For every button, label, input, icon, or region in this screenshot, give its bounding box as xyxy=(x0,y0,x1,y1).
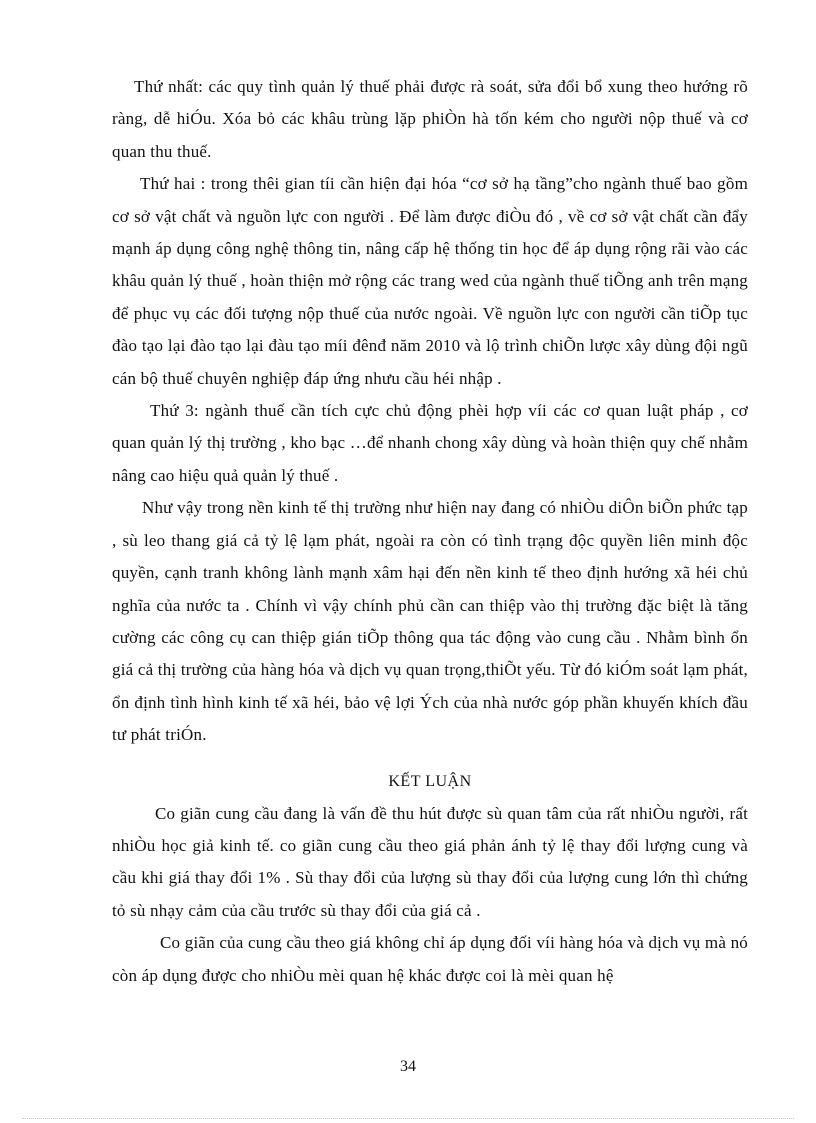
conclusion-heading: KẾT LUẬN xyxy=(388,772,472,790)
paragraph-summary: Như vậy trong nền kinh tế thị trường như hiện nay đang có nhiÒu diÔn biÕn phức tạp , sù leo thang giá cả tỷ lệ lạm phát, ngoài ra còn có tình trạng độc quyền liên minh độc quyền, cạnh tranh không lành mạnh xâm hại đến nền kinh tế theo định hướng xã héi chủ nghĩa của nước ta . Chính vì vậy chính phủ cần can thiệp vào thị trường đặc biệt là tăng cường các công cụ can thiệp gián tiÕp thông qua tác động vào cung cầu . Nhằm bình ổn giá cả thị trường của hàng hóa và dịch vụ quan trọng,thiÕt yếu. Từ đó kiÓm soát lạm phát, ổn định tình hình kinh tế xã héi, bảo vệ lợi Ých của nhà nước góp phần khuyến khích đầu tư phát triÓn. xyxy=(112,498,748,745)
paragraph-first-solution: Thứ nhất: các quy tình quản lý thuế phải được rà soát, sửa đổi bổ xung theo hướng rõ ràng, dễ hiÓu. Xóa bỏ các khâu trùng lặp phiÒn hà tốn kém cho người nộp thuế và cơ quan thu thuế. xyxy=(112,77,748,161)
conclusion-paragraph-1: Co giãn cung cầu đang là vấn đề thu hút được sù quan tâm của rất nhiÒu người, rất nhiÒu học giả kinh tế. co giãn cung cầu theo giá phản ánh tỷ lệ thay đổi lượng cung và cầu khi giá thay đổi 1% . Sù thay đổi của lượng sù thay đổi của lượng cung lớn thì chứng tỏ sù nhạy cảm của cầu trước sù thay đổi của giá cả . xyxy=(112,803,748,920)
paragraph-second-solution: Thứ hai : trong thêi gian tíi cần hiện đại hóa “cơ sở hạ tầng”cho ngành thuế bao gồm cơ sở vật chất và nguồn lực con người . Để làm được điÒu đó , về cơ sở vật chất cần đẩy mạnh áp dụng công nghệ thông tin, nâng cấp hệ thống tin học để áp dụng rộng rãi vào các khâu quản lý thuế , hoàn thiện mở rộng các trang wed của ngành thuế tiÕng anh trên mạng để phục vụ các đối tượng nộp thuế của nước ngoài. Về nguồn lực con người cần tiÕp tục đào tạo lại đào tạo lại đàu tạo míi đênđ năm 2010 và lộ trình chiÕn lược xây dùng đội ngũ cán bộ thuế chuyên nghiệp đáp ứng nhưu cầu héi nhập . xyxy=(112,174,748,388)
body-text xyxy=(112,71,748,992)
conclusion-paragraph-2: Co giãn của cung cầu theo giá không chỉ áp dụng đối víi hàng hóa và dịch vụ mà nó còn áp dụng được cho nhiÒu mèi quan hệ khác được coi là mèi quan hệ xyxy=(112,933,748,985)
paragraph-third-solution: Thứ 3: ngành thuế cần tích cực chủ động phèi hợp víi các cơ quan luật pháp , cơ quan quản lý thị trường , kho bạc …để nhanh chong xây dùng và hoàn thiện quy chế nhằm nâng cao hiệu quả quản lý thuế . xyxy=(112,401,748,485)
page-number: 34 xyxy=(400,1058,416,1075)
page-bottom-divider xyxy=(22,1118,794,1119)
